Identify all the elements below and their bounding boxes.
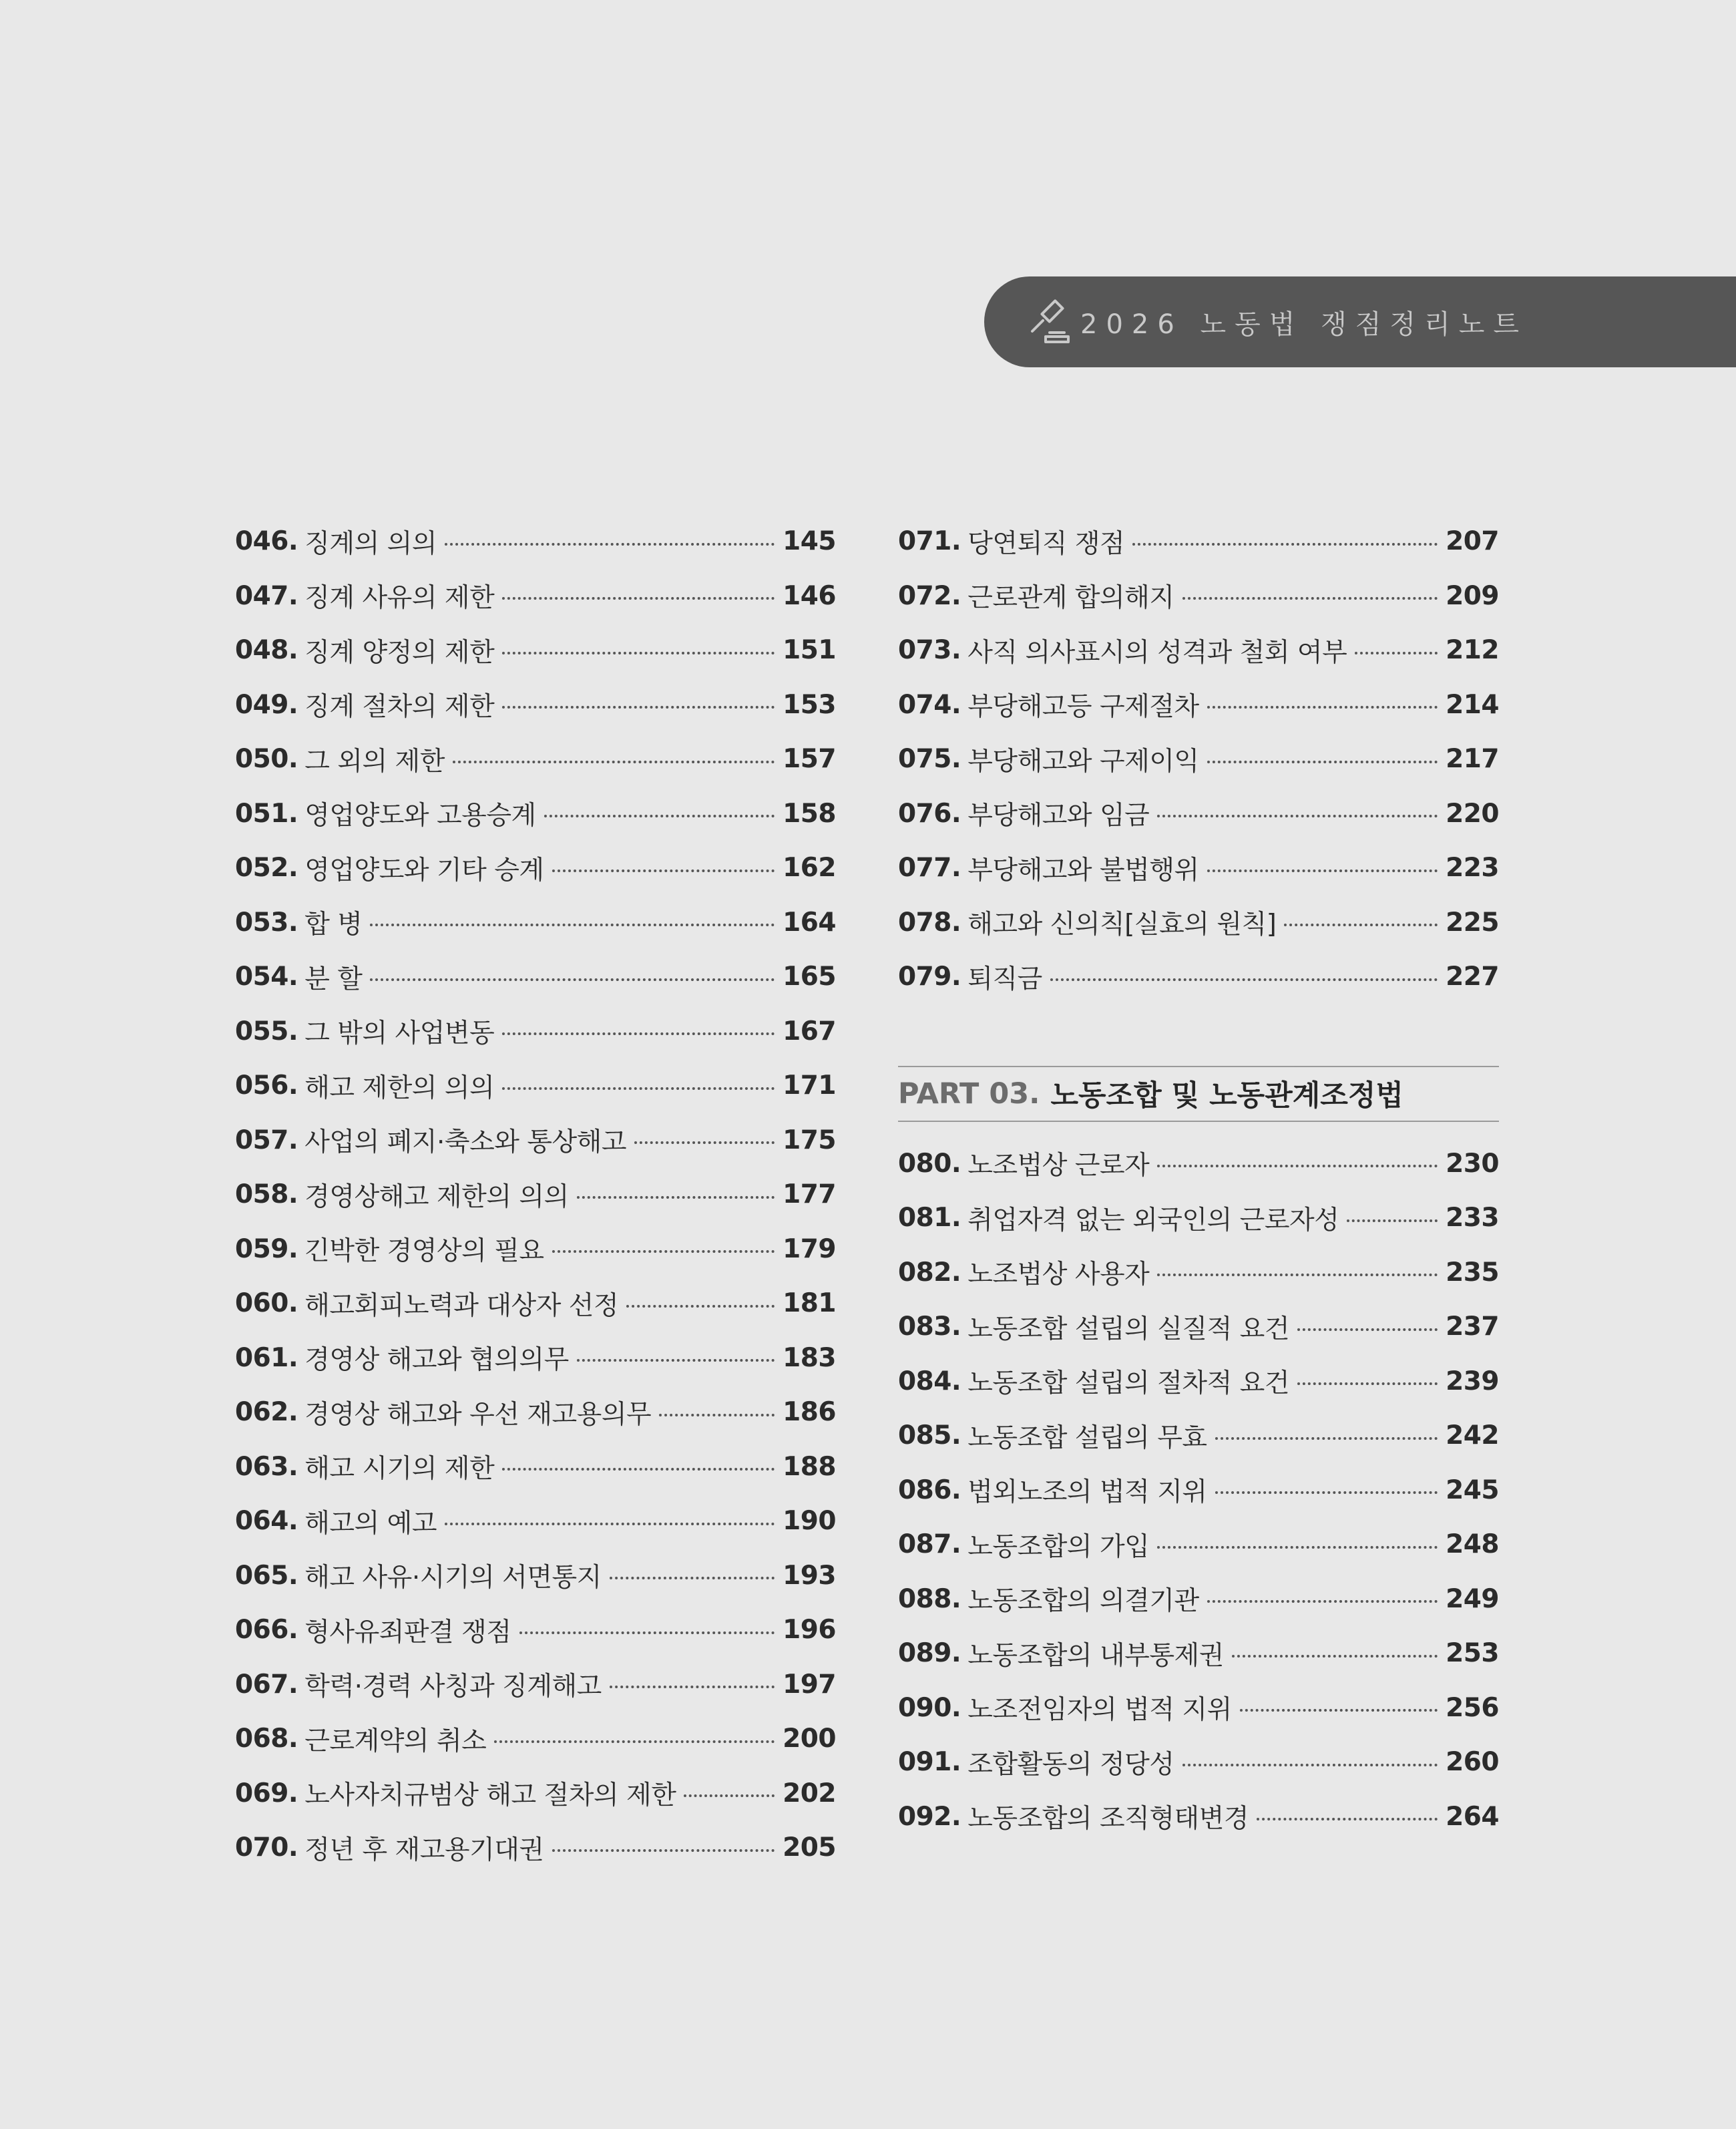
toc-entry	[235, 1276, 836, 1331]
toc-entry	[898, 1300, 1499, 1354]
entry-page: 256	[1446, 1692, 1499, 1723]
toc-entry	[235, 787, 836, 841]
entry-page: 196	[783, 1615, 836, 1646]
entry-title: 노조법상 사용자	[967, 1260, 1150, 1290]
toc-entry	[898, 1354, 1499, 1409]
dot-leader	[610, 1577, 775, 1579]
entry-title: 부당해고와 임금	[967, 801, 1150, 831]
toc-entry	[235, 1331, 836, 1386]
toc-entry	[235, 841, 836, 896]
entry-page: 183	[783, 1342, 836, 1373]
entry-page: 233	[1446, 1203, 1499, 1233]
toc-entry	[235, 1167, 836, 1222]
entry-page: 253	[1446, 1638, 1499, 1669]
entry-number: 092.	[898, 1801, 961, 1832]
entry-page: 264	[1446, 1801, 1499, 1832]
toc-column-right	[898, 514, 1499, 1844]
toc-column-left	[235, 514, 836, 1875]
entry-page: 158	[783, 798, 836, 829]
entry-page: 151	[783, 635, 836, 666]
dot-leader	[370, 978, 775, 981]
toc-entry	[898, 841, 1499, 896]
entry-title: 노동조합의 가입	[967, 1531, 1150, 1562]
dot-leader	[1182, 1764, 1438, 1766]
dot-leader	[552, 1250, 775, 1253]
toc-entry	[235, 1385, 836, 1440]
dot-leader	[634, 1141, 775, 1144]
entry-title: 노동조합 설립의 실질적 요건	[967, 1314, 1290, 1344]
toc-entry	[898, 896, 1499, 950]
dot-leader	[494, 1740, 775, 1743]
entry-page: 157	[783, 744, 836, 775]
toc-entry	[235, 514, 836, 569]
toc-entry	[898, 569, 1499, 624]
entry-title: 징계 사유의 제한	[304, 583, 495, 614]
toc-entry	[898, 950, 1499, 1004]
entry-page: 165	[783, 962, 836, 992]
entry-page: 197	[783, 1669, 836, 1700]
entry-number: 057.	[235, 1125, 298, 1155]
entry-page: 237	[1446, 1312, 1499, 1342]
entry-page: 209	[1446, 580, 1499, 611]
entry-title: 부당해고와 구제이익	[967, 746, 1199, 777]
entry-number: 048.	[235, 635, 298, 666]
toc-entry	[235, 1820, 836, 1875]
entry-number: 081.	[898, 1203, 961, 1233]
entry-title: 법외노조의 법적 지위	[967, 1477, 1207, 1508]
entry-number: 078.	[898, 907, 961, 938]
entry-page: 207	[1446, 526, 1499, 557]
dot-leader	[445, 543, 775, 546]
dot-leader	[502, 1032, 775, 1035]
dot-leader	[577, 1196, 775, 1199]
entry-number: 087.	[898, 1529, 961, 1560]
entry-page: 223	[1446, 853, 1499, 884]
entry-title: 사업의 폐지·축소와 통상해고	[304, 1127, 627, 1158]
dot-leader	[1207, 869, 1438, 872]
entry-title: 정년 후 재고용기대권	[304, 1834, 544, 1865]
dot-leader	[445, 1523, 775, 1525]
dot-leader	[453, 761, 775, 763]
entry-number: 058.	[235, 1179, 298, 1210]
running-header	[984, 276, 1736, 367]
entry-title: 노동조합 설립의 절차적 요건	[967, 1368, 1290, 1399]
book-title: 2026 노동법 쟁점정리노트	[1080, 309, 1528, 340]
dot-leader	[610, 1686, 775, 1688]
dot-leader	[552, 1849, 775, 1852]
toc-entry	[235, 678, 836, 733]
entry-title: 해고회피노력과 대상자 선정	[304, 1290, 619, 1321]
entry-number: 072.	[898, 580, 961, 611]
toc-entry	[898, 1681, 1499, 1736]
entry-title: 해고의 예고	[304, 1508, 437, 1539]
toc-entry	[235, 1058, 836, 1113]
entry-number: 062.	[235, 1397, 298, 1428]
entry-number: 086.	[898, 1475, 961, 1505]
entry-title: 당연퇴직 쟁점	[967, 528, 1125, 559]
entry-page: 205	[783, 1832, 836, 1863]
toc-entry	[235, 896, 836, 950]
entry-number: 050.	[235, 744, 298, 775]
entry-title: 학력·경력 사칭과 징계해고	[304, 1672, 602, 1702]
entry-page: 245	[1446, 1475, 1499, 1505]
entry-number: 060.	[235, 1288, 298, 1319]
entry-title: 경영상해고 제한의 의의	[304, 1181, 569, 1212]
entry-title: 긴박한 경영상의 필요	[304, 1236, 544, 1267]
toc-entry	[898, 1137, 1499, 1191]
dot-leader	[1215, 1437, 1438, 1440]
dot-leader	[577, 1359, 775, 1362]
dot-leader	[544, 815, 775, 817]
entry-page: 146	[783, 580, 836, 611]
entry-page: 214	[1446, 689, 1499, 720]
toc-entry	[235, 1494, 836, 1549]
part-title: 노동조합 및 노동관계조정법	[1050, 1079, 1403, 1113]
dot-leader	[1157, 1274, 1438, 1276]
dot-leader	[552, 869, 775, 872]
entry-title: 합 병	[304, 910, 363, 940]
entry-number: 074.	[898, 689, 961, 720]
entry-title: 형사유죄판결 쟁점	[304, 1617, 511, 1648]
entry-number: 052.	[235, 853, 298, 884]
entry-number: 067.	[235, 1669, 298, 1700]
entry-page: 239	[1446, 1366, 1499, 1396]
entry-title: 노사자치규범상 해고 절차의 제한	[304, 1780, 676, 1811]
toc-entry	[898, 1191, 1499, 1245]
dot-leader	[1132, 543, 1438, 546]
entry-title: 사직 의사표시의 성격과 철회 여부	[967, 637, 1347, 668]
entry-number: 090.	[898, 1692, 961, 1723]
dot-leader	[1207, 706, 1438, 709]
entry-title: 그 외의 제한	[304, 746, 445, 777]
entry-number: 063.	[235, 1451, 298, 1482]
entry-page: 225	[1446, 907, 1499, 938]
entry-page: 186	[783, 1397, 836, 1428]
entry-number: 073.	[898, 635, 961, 666]
entry-title: 경영상 해고와 우선 재고용의무	[304, 1399, 652, 1430]
entry-title: 근로계약의 취소	[304, 1726, 487, 1756]
toc-entry	[235, 1712, 836, 1766]
entry-page: 188	[783, 1451, 836, 1482]
entry-number: 075.	[898, 744, 961, 775]
entry-title: 노동조합 설립의 무효	[967, 1422, 1207, 1453]
entry-number: 047.	[235, 580, 298, 611]
dot-leader	[502, 597, 775, 600]
entry-number: 049.	[235, 689, 298, 720]
entry-number: 066.	[235, 1615, 298, 1646]
dot-leader	[626, 1305, 775, 1308]
toc-list-right-top	[898, 514, 1499, 1004]
entry-number: 071.	[898, 526, 961, 557]
entry-page: 248	[1446, 1529, 1499, 1560]
entry-title: 부당해고와 불법행위	[967, 855, 1199, 886]
dot-leader	[502, 1087, 775, 1090]
entry-number: 070.	[235, 1832, 298, 1863]
entry-title: 노동조합의 의결기관	[967, 1586, 1199, 1617]
entry-title: 해고 시기의 제한	[304, 1454, 495, 1485]
entry-number: 091.	[898, 1747, 961, 1778]
entry-title: 경영상 해고와 협의의무	[304, 1345, 569, 1376]
entry-title: 영업양도와 고용승계	[304, 801, 536, 831]
toc-entry	[898, 1245, 1499, 1300]
dot-leader	[1347, 1219, 1438, 1222]
entry-number: 085.	[898, 1420, 961, 1451]
dot-leader	[1297, 1328, 1438, 1331]
entry-page: 227	[1446, 962, 1499, 992]
entry-number: 054.	[235, 962, 298, 992]
entry-page: 212	[1446, 635, 1499, 666]
toc-entry	[235, 732, 836, 787]
dot-leader	[1355, 652, 1438, 654]
entry-title: 취업자격 없는 외국인의 근로자성	[967, 1205, 1339, 1235]
toc-entry	[898, 1790, 1499, 1845]
dot-leader	[1157, 1546, 1438, 1549]
entry-page: 260	[1446, 1747, 1499, 1778]
entry-title: 분 할	[304, 964, 363, 994]
dot-leader	[370, 924, 775, 926]
toc-entry	[235, 950, 836, 1004]
entry-title: 노조전임자의 법적 지위	[967, 1695, 1232, 1726]
dot-leader	[1215, 1491, 1438, 1494]
dot-leader	[519, 1631, 775, 1634]
toc-entry	[898, 787, 1499, 841]
entry-page: 220	[1446, 798, 1499, 829]
entry-number: 061.	[235, 1342, 298, 1373]
dot-leader	[684, 1794, 775, 1797]
entry-number: 065.	[235, 1560, 298, 1591]
entry-number: 089.	[898, 1638, 961, 1669]
toc-entry	[898, 1735, 1499, 1790]
entry-page: 153	[783, 689, 836, 720]
dot-leader	[502, 652, 775, 654]
toc-entry	[235, 1004, 836, 1059]
toc-entry	[235, 1222, 836, 1277]
entry-number: 056.	[235, 1071, 298, 1101]
entry-number: 046.	[235, 526, 298, 557]
toc-entry	[898, 514, 1499, 569]
entry-page: 193	[783, 1560, 836, 1591]
dot-leader	[1257, 1818, 1438, 1820]
entry-page: 249	[1446, 1583, 1499, 1614]
entry-title: 퇴직금	[967, 964, 1042, 994]
entry-number: 079.	[898, 962, 961, 992]
entry-number: 064.	[235, 1506, 298, 1537]
dot-leader	[1182, 597, 1438, 600]
entry-title: 징계의 의의	[304, 528, 437, 559]
dot-leader	[659, 1414, 775, 1416]
dot-leader	[1157, 1165, 1438, 1167]
entry-page: 200	[783, 1724, 836, 1754]
toc-entry	[898, 1626, 1499, 1681]
toc-entry	[235, 623, 836, 678]
dot-leader	[1240, 1709, 1438, 1712]
entry-number: 088.	[898, 1583, 961, 1614]
toc-entry	[898, 1572, 1499, 1627]
entry-page: 179	[783, 1233, 836, 1264]
entry-page: 167	[783, 1016, 836, 1046]
gavel-icon	[1027, 298, 1075, 346]
toc-entry	[235, 1603, 836, 1658]
entry-title: 해고 제한의 의의	[304, 1073, 495, 1103]
entry-number: 069.	[235, 1778, 298, 1808]
dot-leader	[502, 1468, 775, 1471]
dot-leader	[1207, 1600, 1438, 1603]
toc-entry	[235, 1766, 836, 1821]
entry-title: 징계 양정의 제한	[304, 637, 495, 668]
entry-page: 217	[1446, 744, 1499, 775]
entry-number: 077.	[898, 853, 961, 884]
entry-title: 징계 절차의 제한	[304, 692, 495, 723]
toc-entry	[898, 623, 1499, 678]
entry-title: 조합활동의 정당성	[967, 1749, 1174, 1780]
entry-number: 068.	[235, 1724, 298, 1754]
entry-page: 230	[1446, 1148, 1499, 1179]
dot-leader	[1050, 978, 1438, 981]
dot-leader	[1297, 1382, 1438, 1385]
entry-page: 162	[783, 853, 836, 884]
toc-entry	[898, 732, 1499, 787]
toc-list-right-bottom	[898, 1137, 1499, 1845]
entry-page: 235	[1446, 1257, 1499, 1288]
entry-title: 노동조합의 조직형태변경	[967, 1804, 1249, 1834]
toc-entry	[235, 1440, 836, 1495]
entry-page: 175	[783, 1125, 836, 1155]
entry-number: 059.	[235, 1233, 298, 1264]
dot-leader	[1232, 1655, 1438, 1658]
entry-title: 그 밖의 사업변동	[304, 1018, 495, 1049]
entry-title: 노동조합의 내부통제권	[967, 1640, 1224, 1671]
entry-number: 080.	[898, 1148, 961, 1179]
entry-title: 해고와 신의칙[실효의 원칙]	[967, 910, 1277, 940]
entry-number: 084.	[898, 1366, 961, 1396]
entry-title: 해고 사유·시기의 서면통지	[304, 1563, 602, 1593]
entry-page: 171	[783, 1071, 836, 1101]
dot-leader	[1157, 815, 1438, 817]
dot-leader	[502, 706, 775, 709]
dot-leader	[1207, 761, 1438, 763]
entry-title: 노조법상 근로자	[967, 1151, 1150, 1181]
entry-number: 083.	[898, 1312, 961, 1342]
toc-entry	[898, 678, 1499, 733]
entry-number: 082.	[898, 1257, 961, 1288]
part-heading	[898, 1066, 1499, 1122]
toc-entry	[235, 1658, 836, 1712]
toc-entry	[235, 1113, 836, 1168]
entry-page: 242	[1446, 1420, 1499, 1451]
toc-entry	[235, 569, 836, 624]
dot-leader	[1284, 924, 1438, 926]
entry-title: 부당해고등 구제절차	[967, 692, 1199, 723]
part-label: PART 03.	[898, 1077, 1040, 1111]
entry-title: 영업양도와 기타 승계	[304, 855, 544, 886]
entry-page: 190	[783, 1506, 836, 1537]
entry-number: 055.	[235, 1016, 298, 1046]
entry-page: 181	[783, 1288, 836, 1319]
entry-page: 164	[783, 907, 836, 938]
entry-title: 근로관계 합의해지	[967, 583, 1174, 614]
toc-entry	[898, 1463, 1499, 1518]
entry-number: 053.	[235, 907, 298, 938]
toc-entry	[235, 1549, 836, 1603]
entry-number: 051.	[235, 798, 298, 829]
entry-page: 177	[783, 1179, 836, 1210]
toc-entry	[898, 1517, 1499, 1572]
entry-page: 202	[783, 1778, 836, 1808]
toc-entry	[898, 1408, 1499, 1463]
entry-number: 076.	[898, 798, 961, 829]
entry-page: 145	[783, 526, 836, 557]
